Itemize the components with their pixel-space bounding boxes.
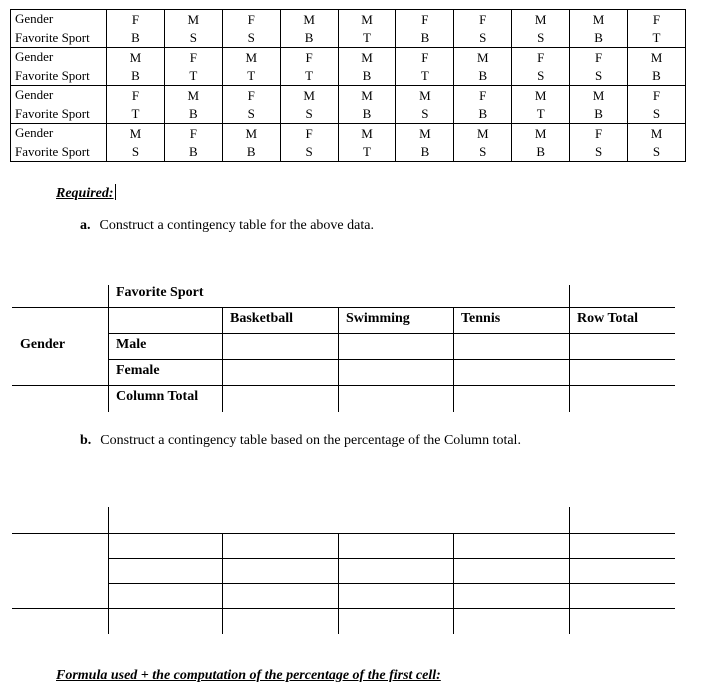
- row-label: Gender: [11, 86, 107, 105]
- raw-data-table: [10, 9, 686, 162]
- row-male: Male: [116, 337, 147, 352]
- data-cell: S: [107, 143, 165, 162]
- data-cell: M: [280, 86, 338, 105]
- row-label: Favorite Sport: [11, 29, 107, 48]
- data-cell: F: [222, 86, 280, 105]
- data-cell: M: [338, 48, 396, 67]
- data-cell: S: [628, 105, 686, 124]
- row-label: Favorite Sport: [11, 67, 107, 86]
- row-female: Female: [116, 363, 160, 378]
- data-cell: M: [628, 48, 686, 67]
- data-row-gender: [11, 124, 686, 143]
- data-cell: F: [628, 86, 686, 105]
- data-cell: B: [280, 29, 338, 48]
- data-row-gender: [11, 86, 686, 105]
- data-cell: F: [570, 124, 628, 143]
- data-cell: S: [280, 143, 338, 162]
- col-tennis: Tennis: [461, 311, 501, 326]
- gender-header: Gender: [20, 337, 66, 352]
- data-cell: F: [454, 86, 512, 105]
- data-cell: T: [164, 67, 222, 86]
- data-cell: B: [164, 143, 222, 162]
- data-cell: B: [396, 29, 454, 48]
- data-cell: B: [338, 105, 396, 124]
- data-cell: B: [454, 67, 512, 86]
- data-cell: M: [164, 10, 222, 29]
- data-cell: F: [280, 124, 338, 143]
- data-cell: T: [628, 29, 686, 48]
- row-label: Gender: [11, 48, 107, 67]
- favorite-sport-header: Favorite Sport: [116, 285, 204, 300]
- data-cell: M: [570, 10, 628, 29]
- row-label: Favorite Sport: [11, 105, 107, 124]
- data-cell: B: [570, 105, 628, 124]
- data-cell: M: [396, 86, 454, 105]
- data-row-sport: [11, 143, 686, 162]
- data-cell: S: [164, 29, 222, 48]
- data-cell: M: [396, 124, 454, 143]
- data-cell: T: [512, 105, 570, 124]
- data-cell: S: [222, 105, 280, 124]
- data-cell: S: [570, 67, 628, 86]
- data-cell: B: [222, 143, 280, 162]
- data-cell: S: [628, 143, 686, 162]
- data-cell: F: [396, 10, 454, 29]
- data-cell: F: [280, 48, 338, 67]
- data-cell: M: [512, 124, 570, 143]
- data-cell: B: [512, 143, 570, 162]
- text-cursor: [115, 184, 116, 200]
- data-cell: M: [512, 10, 570, 29]
- data-cell: M: [628, 124, 686, 143]
- data-cell: M: [222, 124, 280, 143]
- data-cell: S: [512, 29, 570, 48]
- data-cell: M: [338, 10, 396, 29]
- data-cell: M: [338, 86, 396, 105]
- data-cell: B: [454, 105, 512, 124]
- data-cell: M: [164, 86, 222, 105]
- data-cell: M: [454, 48, 512, 67]
- data-cell: F: [396, 48, 454, 67]
- data-cell: M: [107, 48, 165, 67]
- data-cell: S: [280, 105, 338, 124]
- data-cell: F: [570, 48, 628, 67]
- row-column-total: Column Total: [116, 389, 199, 404]
- data-cell: S: [222, 29, 280, 48]
- col-swimming: Swimming: [346, 311, 410, 326]
- data-row-gender: [11, 48, 686, 67]
- col-row-total: Row Total: [577, 311, 639, 326]
- data-cell: T: [107, 105, 165, 124]
- data-row-sport: [11, 29, 686, 48]
- data-cell: F: [107, 10, 165, 29]
- formula-heading: Formula used + the computation of the percentage of the first cell:: [56, 668, 441, 683]
- data-cell: F: [512, 48, 570, 67]
- data-cell: F: [454, 10, 512, 29]
- data-cell: M: [570, 86, 628, 105]
- data-cell: F: [164, 48, 222, 67]
- data-cell: T: [338, 29, 396, 48]
- data-cell: T: [280, 67, 338, 86]
- data-cell: T: [222, 67, 280, 86]
- data-cell: F: [107, 86, 165, 105]
- data-cell: S: [454, 143, 512, 162]
- row-label: Favorite Sport: [11, 143, 107, 162]
- data-cell: B: [107, 29, 165, 48]
- data-cell: F: [164, 124, 222, 143]
- data-cell: S: [396, 105, 454, 124]
- data-cell: M: [338, 124, 396, 143]
- instruction-a: a. Construct a contingency table for the above data.: [80, 218, 374, 233]
- data-cell: B: [396, 143, 454, 162]
- data-row-sport: [11, 67, 686, 86]
- data-cell: M: [222, 48, 280, 67]
- data-cell: B: [107, 67, 165, 86]
- instruction-b: b. Construct a contingency table based on the percentage of the Column total.: [80, 433, 521, 448]
- col-basketball: Basketball: [230, 311, 294, 326]
- data-cell: F: [222, 10, 280, 29]
- data-cell: B: [628, 67, 686, 86]
- data-cell: S: [454, 29, 512, 48]
- row-label: Gender: [11, 124, 107, 143]
- data-cell: M: [454, 124, 512, 143]
- required-heading: Required:: [56, 186, 114, 201]
- data-cell: M: [107, 124, 165, 143]
- data-cell: B: [338, 67, 396, 86]
- data-cell: M: [512, 86, 570, 105]
- data-row-gender: [11, 10, 686, 29]
- data-cell: T: [338, 143, 396, 162]
- row-label: Gender: [11, 10, 107, 29]
- data-cell: B: [164, 105, 222, 124]
- data-cell: M: [280, 10, 338, 29]
- data-cell: S: [512, 67, 570, 86]
- data-cell: S: [570, 143, 628, 162]
- data-cell: B: [570, 29, 628, 48]
- data-row-sport: [11, 105, 686, 124]
- data-cell: T: [396, 67, 454, 86]
- data-cell: F: [628, 10, 686, 29]
